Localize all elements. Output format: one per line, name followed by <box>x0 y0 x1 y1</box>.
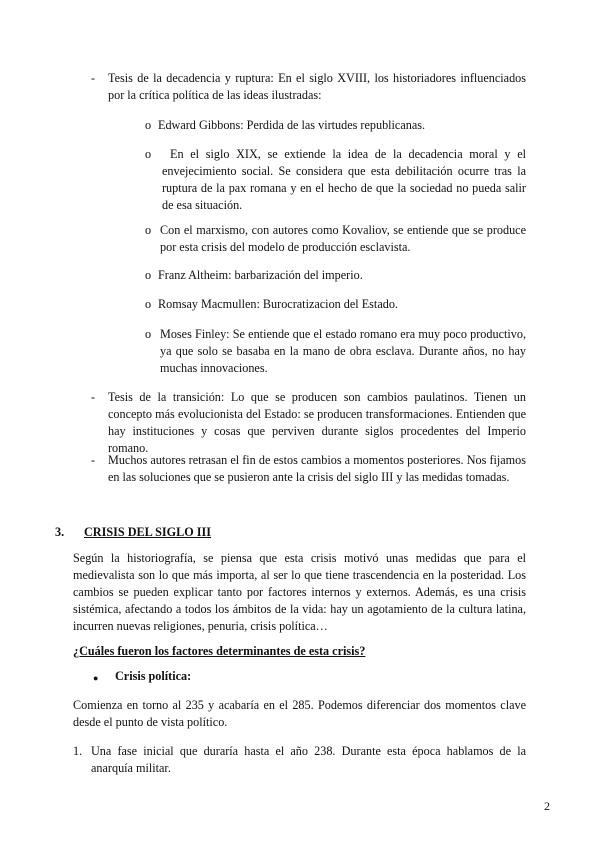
sub-bullet-text: Romsay Macmullen: Burocratizacion del Estado. <box>158 297 398 311</box>
sub-bullet-text: En el siglo XIX, se extiende la idea de la decadencia moral y el envejecimiento social. Se considera que esta debilitación ocurre tras la ruptura de la pax romana y en el hecho de que la sociedad no pueda salir de esa situación. <box>162 147 526 212</box>
bullet-dash: - <box>91 453 96 467</box>
bullet-text: Tesis de la transición: Lo que se producen son cambios paulatinos. Tienen un concepto más evolucionista del Estado: se producen transformaciones. Entienden que hay instituciones y cosas que perviven durante siglos procedentes del Imperio romano. <box>108 390 526 455</box>
section-title: CRISIS DEL SIGLO III <box>84 525 212 539</box>
sub-bullet-text: Franz Altheim: barbarización del imperio. <box>158 268 363 282</box>
question-heading: ¿Cuáles fueron los factores determinantes de esta crisis? <box>73 644 366 658</box>
sub-bullet-text: Moses Finley: Se entiende que el estado romano era muy poco productivo, ya que solo se basaba en la mano de obra esclava. Durante años, no hay muchas innovaciones. <box>160 327 526 375</box>
sub-bullet-marker: o <box>145 327 152 341</box>
sub-bullet-text: Edward Gibbons: Perdida de las virtudes republicanas. <box>158 118 426 132</box>
section-number: 3. <box>55 525 65 539</box>
numbered-text: Una fase inicial que duraría hasta el año 238. Durante esta época hablamos de la anarquía militar. <box>91 744 526 775</box>
bullet-text: Muchos autores retrasan el fin de estos cambios a momentos posteriores. Nos fijamos en las soluciones que se pusieron ante la crisis del siglo III y las medidas tomadas. <box>108 453 526 484</box>
sub-bullet-marker: o <box>145 147 152 161</box>
page-number: 2 <box>544 799 550 813</box>
bullet-dash: - <box>91 71 96 85</box>
numbered-marker: 1. <box>73 744 83 758</box>
sub-bullet-marker: o <box>145 297 152 311</box>
bullet-dash: - <box>91 390 96 404</box>
sub-bullet-marker: o <box>145 118 152 132</box>
sub-bullet-marker: o <box>145 223 152 237</box>
paragraph: Según la historiografía, se piensa que esta crisis motivó unas medidas que para el medievalista son lo que más importa, al ser lo que tiene trascendencia en la posteridad. Los cambios se pueden explicar tanto por factores internos y externos. Además, es una crisis sistémica, afectando a todos los ámbitos de la vida: hay un agotamiento de la cultura latina, incurren nuevas religiones, penuria, crisis política… <box>73 551 526 633</box>
paragraph: Comienza en torno al 235 y acabaría en el 285. Podemos diferenciar dos momentos clave desde el punto de vista político. <box>73 698 526 729</box>
sub-bullet-marker: o <box>145 268 152 282</box>
bold-bullet-text: Crisis política: <box>115 669 192 683</box>
bullet-text: Tesis de la decadencia y ruptura: En el siglo XVIII, los historiadores influenciados por la crítica política de las ideas ilustradas: <box>108 71 526 102</box>
bullet-dot: ● <box>93 673 99 683</box>
sub-bullet-text: Con el marxismo, con autores como Kovaliov, se entiende que se produce por esta crisis del modelo de producción esclavista. <box>160 223 526 254</box>
